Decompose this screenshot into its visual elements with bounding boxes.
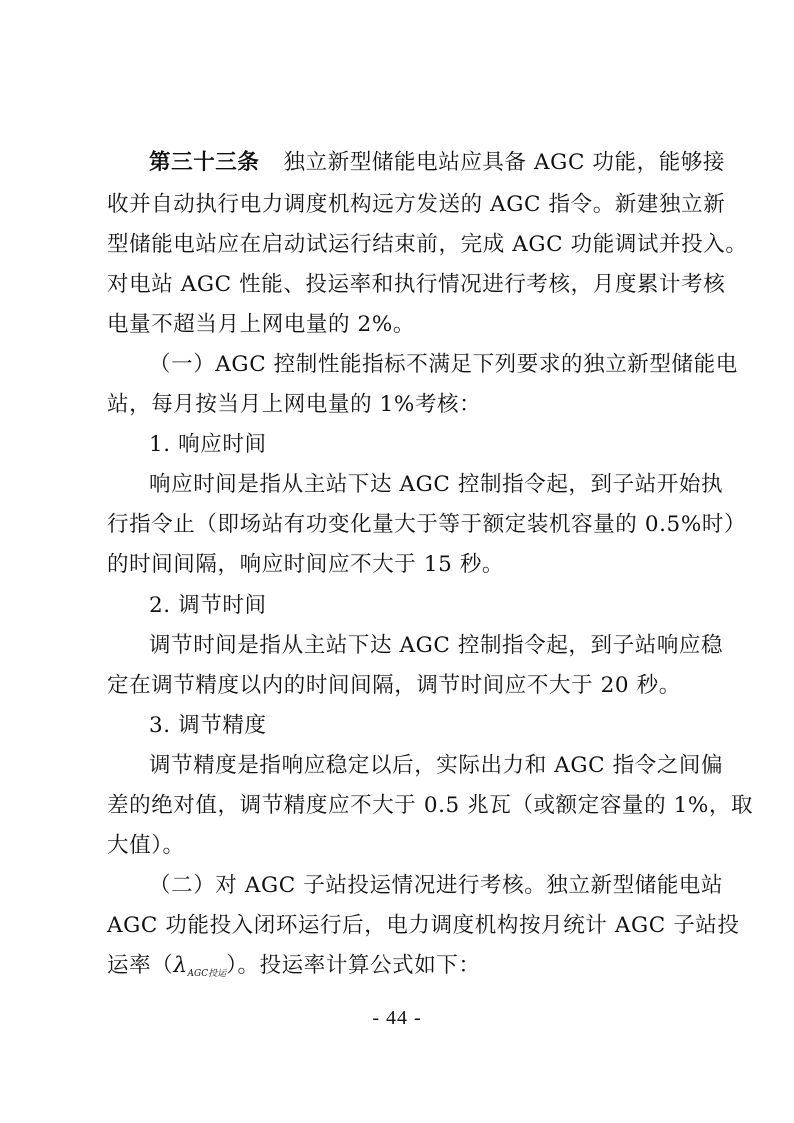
item1-line-1: 响应时间是指从主站下达 AGC 控制指令起，到子站开始执	[149, 472, 724, 497]
section2-line-3	[107, 951, 693, 989]
article-line-4: 对电站 AGC 性能、投运率和执行情况进行考核，月度累计考核	[107, 272, 726, 297]
item1-line-3: 的时间间隔，响应时间应不大于 15 秒。	[107, 552, 505, 577]
item3-heading: 3. 调节精度	[149, 713, 267, 738]
item3-line-1: 调节精度是指响应稳定以后，实际出力和 AGC 指令之间偏	[149, 753, 724, 778]
article-first-line	[149, 148, 726, 178]
item1-heading: 1. 响应时间	[149, 432, 267, 457]
lambda-subscript: AGC投运	[187, 969, 227, 979]
article-line-2: 收并自动执行电力调度机构远方发送的 AGC 指令。新建独立新	[107, 192, 726, 217]
article-number: 第三十三条	[149, 150, 260, 175]
section1-line-2: 站，每月按当月上网电量的 1%考核：	[107, 392, 482, 417]
item2-line-2: 定在调节精度以内的时间间隔，调节时间应不大于 20 秒。	[107, 673, 681, 698]
item3-line-2: 差的绝对值，调节精度应不大于 0.5 兆瓦（或额定容量的 1%，取	[107, 793, 754, 818]
item2-line-1: 调节时间是指从主站下达 AGC 控制指令起，到子站响应稳	[149, 633, 724, 658]
article-line-3: 型储能电站应在启动试运行结束前，完成 AGC 功能调试并投入。	[107, 232, 748, 257]
section2-line-1: （二）对 AGC 子站投运情况进行考核。独立新型储能电站	[149, 873, 724, 898]
section1-line-1: （一）AGC 控制性能指标不满足下列要求的独立新型储能电	[149, 352, 738, 377]
section2-last-prefix: 运率（	[107, 953, 174, 978]
article-line-5: 电量不超当月上网电量的 2%。	[107, 312, 415, 337]
item2-heading: 2. 调节时间	[149, 593, 267, 618]
article-line-1: 独立新型储能电站应具备 AGC 功能，能够接	[283, 150, 726, 175]
item3-line-3: 大值）。	[107, 833, 185, 858]
section2-last-suffix: ）。投运率计算公式如下：	[226, 953, 481, 978]
section2-line-2: AGC 功能投入闭环运行后，电力调度机构按月统计 AGC 子站投	[107, 913, 740, 938]
item1-line-2: 行指令止（即场站有功变化量大于等于额定装机容量的 0.5%时）	[107, 512, 747, 537]
page-number: - 44 -	[372, 1007, 422, 1029]
lambda-symbol: λ	[173, 953, 188, 978]
